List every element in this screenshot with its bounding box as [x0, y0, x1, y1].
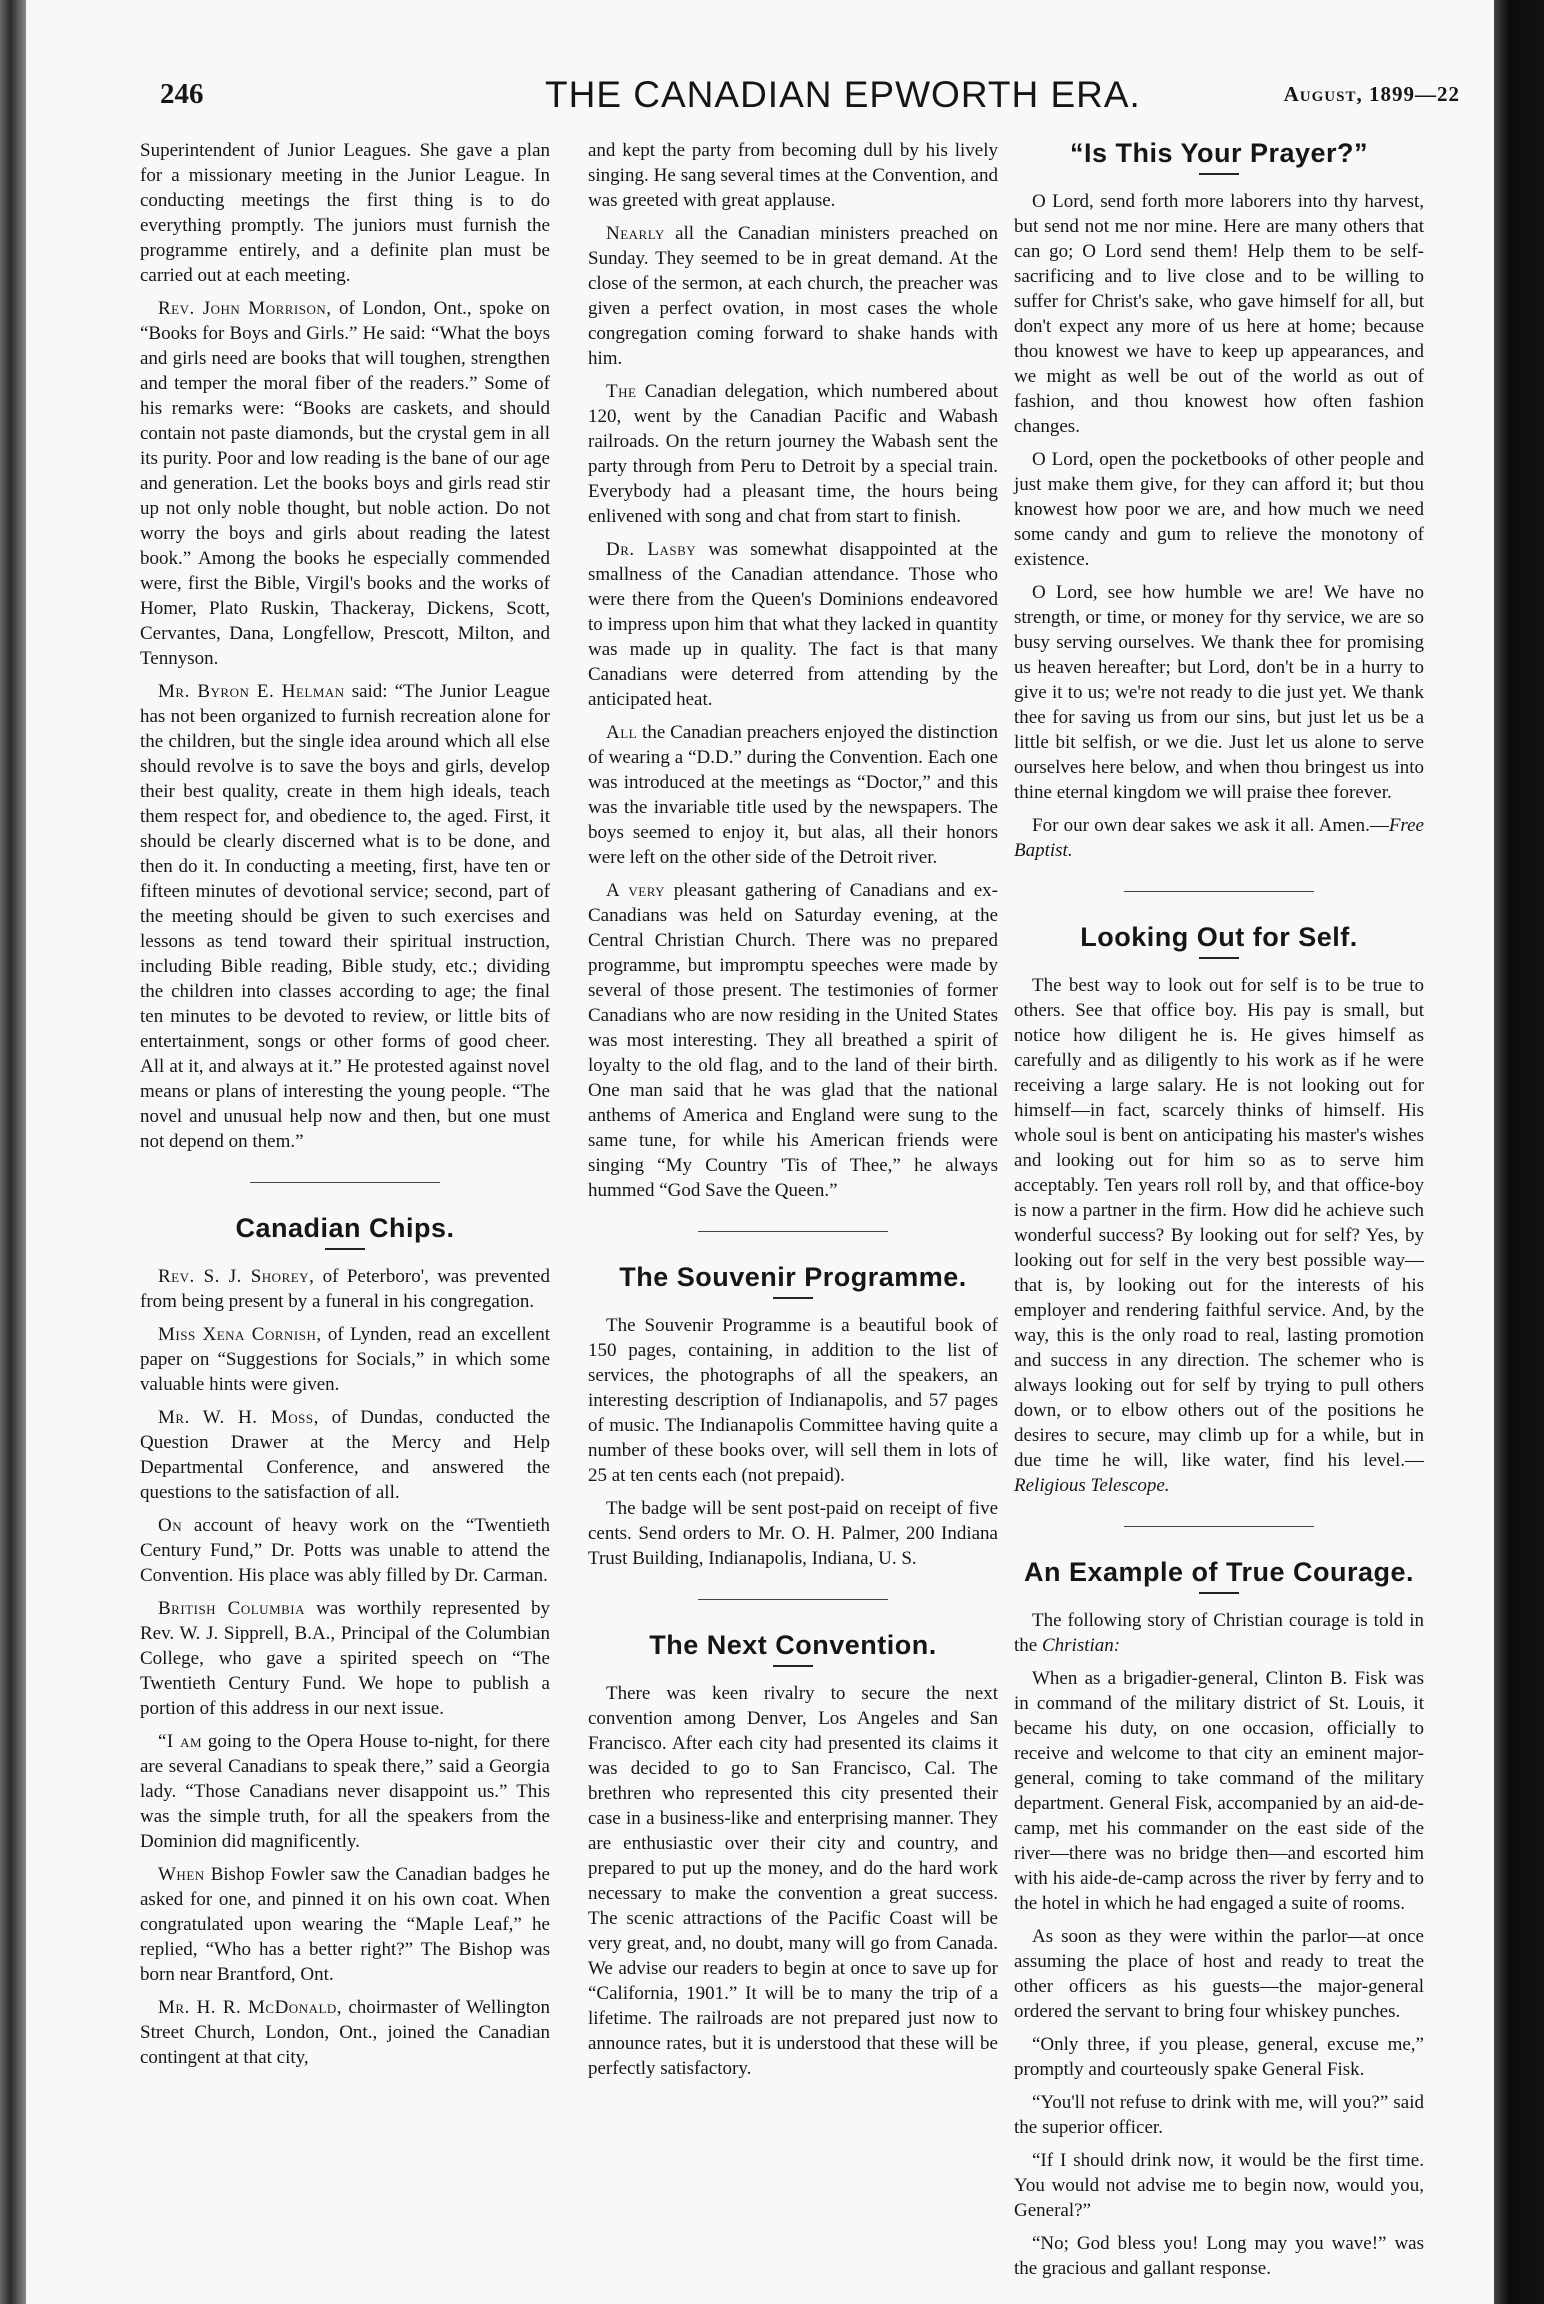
section-divider: [1124, 891, 1314, 892]
paragraph: “You'll not refuse to drink with me, will you?” said the superior officer.: [1014, 2092, 1424, 2138]
paragraph: Superintendent of Junior Leagues. She gave a plan for a missionary meeting in the Junior League. In conducting meetings the first thing is to do everything promptly. The juniors must furnish the programme entirely, and a definite plan must be carried out at each meeting.: [140, 140, 550, 286]
heading-rule: [1199, 1592, 1239, 1594]
section-heading-looking-out-for-self: Looking Out for Self.: [1080, 922, 1358, 952]
paragraph-text: of Peterboro', was prevented from being present by a funeral in his congregation.: [140, 1266, 550, 1312]
paragraph: [1014, 813, 1424, 863]
section-heading-your-prayer: “Is This Your Prayer?”: [1069, 138, 1369, 168]
section-divider: [698, 1599, 888, 1600]
paragraph-text: Bishop Fowler saw the Canadian badges he asked for one, and pinned it on his own coat. When congratulated upon wearing the “Maple Leaf,” he replied, “Who has a better right?” The Bishop was born near Brantford, Ont.: [140, 1864, 550, 1985]
heading-rule: [325, 1248, 365, 1250]
paragraph: [140, 1322, 550, 1397]
paragraph: and kept the party from becoming dull by his lively singing. He sang several times at the Convention, and was greeted with great applause.: [588, 140, 998, 211]
paragraph: [140, 679, 550, 1154]
paragraph-text: The best way to look out for self is to be true to others. See that office boy. His pay is small, but notice how diligent he is. He gives himself as carefully and as diligently to his work as if he were receiving a large salary. He is not looking out for himself—in fact, scarcely thinks of himself. His whole soul is bent on anticipating his master's wishes and looking out for him so as to serve him acceptably. Ten years roll roll by, and that office-boy is now a partner in the firm. How did he achieve such wonderful success? By looking out for self? Yes, by looking out for self in the very best possible way—that is, by looking out for the interests of his employer and rendering faithful service. And, by the way, this is the only road to real, lasting promotion and success in any direction. The schemer who is always looking out for self by trying to pull others down, or to elbow others out of the positions he desires to secure, may climb up for a while, but in due time he will, like water, find his level.—: [1014, 975, 1424, 1471]
paragraph: [588, 379, 998, 529]
paragraph: O Lord, open the pocketbooks of other people and just make them give, for they can afford it; but thou knowest how poor we are, and how much we need some candy and gum to relieve the monotony of existence.: [1014, 449, 1424, 570]
lead-in: Mr. Byron E. Helman: [158, 681, 345, 702]
source-credit: Free Baptist.: [1014, 815, 1424, 861]
paragraph: There was keen rivalry to secure the next convention among Denver, Los Angeles and San Francisco. After each city had presented its claims it was decided to go to San Francisco, Cal. The brethren who represented this city presented their case in a business-like and enterprising manner. They are enthusiastic over their city and country, and prepared to put up the money, and do the hard work necessary to make the convention a great success. The scenic attractions of the Pacific Coast will be very great, and, no doubt, many will go from Canada. We advise our readers to begin at once to save up for “California, 1901.” It will be to many the trip of a lifetime. The railroads are not prepared just now to announce rates, but it is understood that these will be perfectly satisfactory.: [588, 1683, 998, 2079]
heading-rule: [773, 1665, 813, 1667]
paragraph: [588, 221, 998, 371]
lead-in: When: [158, 1864, 205, 1885]
lead-in: British Columbia: [158, 1598, 306, 1619]
lead-in: The: [606, 381, 637, 402]
paragraph: [140, 296, 550, 671]
lead-in: Dr. Lasby: [606, 539, 697, 560]
section-divider: [250, 1182, 440, 1183]
paragraph: [1014, 1608, 1424, 1658]
lead-in: A very: [606, 880, 666, 901]
paragraph-text: of Dundas, conducted the Question Drawer at the Mercy and Help Departmental Conference, and answered the questions to the satisfaction of all.: [140, 1407, 551, 1503]
paragraph: The Souvenir Programme is a beautiful book of 150 pages, containing, in addition to the list of services, the photographs of all the speakers, an interesting description of Indianapolis, and 57 pages of music. The Indianapolis Committee having quite a number of these books over, will sell them in lots of 25 at ten cents each (not prepaid).: [588, 1315, 998, 1486]
section-heading-canadian-chips: Canadian Chips.: [235, 1213, 455, 1243]
paragraph: [588, 878, 998, 1203]
section-divider: [1124, 1526, 1314, 1527]
paragraph-text: pleasant gathering of Canadians and ex-Canadians was held on Saturday evening, at the Central Christian Church. There was no prepared programme, but impromptu speeches were made by several of those present. The testimonies of former Canadians who are now residing in the United States was most interesting. They all breathed a spirit of loyalty to the old flag, and to the land of their birth. One man said that he was glad that the national anthems of America and England were sung to the same tune, for while his American friends were singing “My Country 'Tis of Thee,” he always hummed “God Save the Queen.”: [588, 880, 999, 1201]
section-divider: [698, 1231, 888, 1232]
issue-date: August, 1899—22: [1283, 82, 1460, 106]
lead-in: Miss Xena Cornish,: [158, 1324, 322, 1345]
paragraph: [140, 1264, 550, 1314]
paragraph-text: of London, Ont., spoke on “Books for Boys and Girls.” He said: “What the boys and girls need are books that will toughen, strengthen and temper the moral fiber of the readers.” Some of his remarks were: “Books are caskets, and should contain not paste diamonds, but the crystal gem in all its purity. Poor and low reading is the bane of our age and generation. Let the books boys and girls read stir up not only noble thought, but noble action. Do not worry the boys and girls about reading the latest book.” Among the books he especially commended were, first the Bible, Virgil's books and the works of Homer, Plato Ruskin, Thackeray, Dickens, Scott, Cervantes, Dana, Longfellow, Prescott, Milton, and Tennyson.: [140, 298, 550, 669]
paragraph: When as a brigadier-general, Clinton B. Fisk was in command of the military district of St. Louis, it became his duty, on one occasion, officially to receive and welcome to that city an eminent major-general, coming to take command of the military department. General Fisk, accompanied by an aid-de-camp, met his commander on the east side of the river—there was no bridge then—and escorted him with his aide-de-camp across the river by ferry and to the hotel in which he had engaged a suite of rooms.: [1014, 1668, 1424, 1914]
paragraph: [140, 1596, 550, 1721]
section-heading-next-convention: The Next Convention.: [649, 1630, 937, 1660]
section-heading-true-courage: An Example of True Courage.: [1023, 1557, 1415, 1587]
lead-in: On: [158, 1515, 183, 1536]
heading-rule: [773, 1297, 813, 1299]
paragraph: O Lord, see how humble we are! We have no strength, or time, or money for thy service, we are so busy serving ourselves. We thank thee for promising us heaven hereafter; but Lord, don't be in a hurry to give it to us; we're not ready to die just yet. We thank thee for saving us from our sins, but just let us be a little bit selfish, or we die. Just let us alone to serve ourselves here below, and when thou bringest us into thine eternal kingdom we will praise thee forever.: [1014, 582, 1424, 803]
paragraph: [140, 1995, 550, 2070]
lead-in: Mr. W. H. Moss,: [158, 1407, 319, 1428]
section-heading-souvenir-programme: The Souvenir Programme.: [619, 1262, 967, 1292]
paragraph-text: Canadian delegation, which numbered about 120, went by the Canadian Pacific and Wabash railroads. On the return journey the Wabash sent the party through from Peru to Detroit by a special train. Everybody had a pleasant time, the hours being enlivened with song and chat from start to finish.: [588, 381, 998, 527]
source-credit: Christian:: [1041, 1635, 1121, 1656]
lead-in: Mr. H. R. McDonald,: [158, 1997, 343, 2018]
lead-in: Nearly: [606, 223, 665, 244]
lead-in: All: [606, 722, 638, 743]
lead-in: Rev. S. J. Shorey,: [158, 1266, 315, 1287]
journal-title: THE CANADIAN EPWORTH ERA.: [545, 74, 1141, 115]
paragraph-text: of Lynden, read an excellent paper on “Suggestions for Socials,” in which some valuable hints were given.: [140, 1324, 550, 1395]
paragraph-text: choirmaster of Wellington Street Church, London, Ont., joined the Canadian contingent at that city,: [140, 1997, 550, 2068]
paragraph-text: was somewhat disappointed at the smallness of the Canadian attendance. Those who were there from the Queen's Dominions endeavored to impress upon him that what they lacked in quantity was made up in quality. The fact is that many Canadians were deterred from attending by the anticipated heat.: [588, 539, 998, 710]
paragraph-text: going to the Opera House to-night, for there are several Canadians to speak there,” said a Georgia lady. “Those Canadians never disappoint us.” This was the simple truth, for all the speakers from the Dominion did magnificently.: [140, 1731, 550, 1852]
paragraph: [588, 720, 998, 870]
paragraph: “No; God bless you! Long may you wave!” was the gracious and gallant response.: [1014, 2233, 1424, 2279]
paragraph: [588, 537, 998, 712]
paragraph: [140, 1513, 550, 1588]
paragraph-text: was worthily represented by Rev. W. J. Sipprell, B.A., Principal of the Columbian College, who gave a spirited speech on “The Twentieth Century Fund. We hope to publish a portion of this address in our next issue.: [140, 1598, 550, 1719]
paragraph: [1014, 973, 1424, 1498]
paragraph-text: For our own dear sakes we ask it all. Amen.—: [1032, 815, 1389, 836]
scan-left-edge: [0, 0, 26, 2304]
paragraph: “Only three, if you please, general, excuse me,” promptly and courteously spake General Fisk.: [1014, 2034, 1424, 2080]
paragraph: [140, 1862, 550, 1987]
paragraph-text: said: “The Junior League has not been organized to furnish recreation alone for the children, but the single idea around which all else should revolve is to save the boys and girls, develop their best quality, create in them high ideals, teach them respect for, and obedience to, the aged. First, it should be clearly discerned what is to be done, and then do it. In conducting a meeting, first, have ten or fifteen minutes of devotional service; second, part of the meeting should be given to such exercises and lessons as tend toward their spiritual instruction, including Bible reading, Bible study, etc.; dividing the children into classes according to age; the final ten minutes to be devoted to review, or little bits of entertainment, songs or other forms of good cheer. All at it, and always at it.” He protested against novel means or plans of interesting the young people. “The novel and unusual help now and then, but one must not depend on them.”: [140, 681, 550, 1152]
source-credit: Religious Telescope.: [1014, 1475, 1170, 1496]
paragraph: O Lord, send forth more laborers into thy harvest, but send not me nor mine. Here are many others that can go; O Lord send them! Help them to be self-sacrificing and to live close and to be willing to suffer for Christ's sake, who gave himself for all, but don't expect any more of us here at home; because thou knowest we have to keep up appearances, and we might as well be out of the world as out of fashion, and thou knowest how often fashion changes.: [1014, 191, 1424, 437]
paragraph-text: account of heavy work on the “Twentieth Century Fund,” Dr. Potts was unable to attend the Convention. His place was ably filled by Dr. Carman.: [140, 1515, 550, 1586]
lead-in: Rev. John Morrison,: [158, 298, 332, 319]
page-number: 246: [160, 78, 204, 110]
lead-in: “I am: [158, 1731, 203, 1752]
heading-rule: [1199, 173, 1239, 175]
paragraph-text: the Canadian preachers enjoyed the distinction of wearing a “D.D.” during the Convention. Each one was introduced at the meetings as “Doctor,” and this was the invariable title used by the newspapers. The boys seemed to enjoy it, but alas, all their honors were left on the other side of the Detroit river.: [588, 722, 998, 868]
paragraph: As soon as they were within the parlor—at once assuming the place of host and ready to treat the other officers as his guests—the major-general ordered the servant to bring four whiskey punches.: [1014, 1926, 1424, 2022]
page-header: [160, 74, 1460, 118]
paragraph-text: all the Canadian ministers preached on Sunday. They seemed to be in great demand. At the close of the sermon, at each church, the preacher was given a perfect ovation, in most cases the whole congregation coming forward to shake hands with him.: [588, 223, 998, 369]
paragraph: [140, 1729, 550, 1854]
column-1: [140, 138, 550, 2078]
column-3: [1014, 138, 1424, 2289]
paragraph: The badge will be sent post-paid on receipt of five cents. Send orders to Mr. O. H. Palmer, 200 Indiana Trust Building, Indianapolis, Indiana, U. S.: [588, 1498, 998, 1569]
paragraph: “If I should drink now, it would be the first time. You would not advise me to begin now, would you, General?”: [1014, 2150, 1424, 2221]
paragraph-text: The following story of Christian courage is told in the: [1014, 1610, 1424, 1656]
paragraph: [140, 1405, 550, 1505]
heading-rule: [1199, 957, 1239, 959]
column-2: [588, 138, 998, 2089]
scan-right-edge: [1494, 0, 1544, 2304]
